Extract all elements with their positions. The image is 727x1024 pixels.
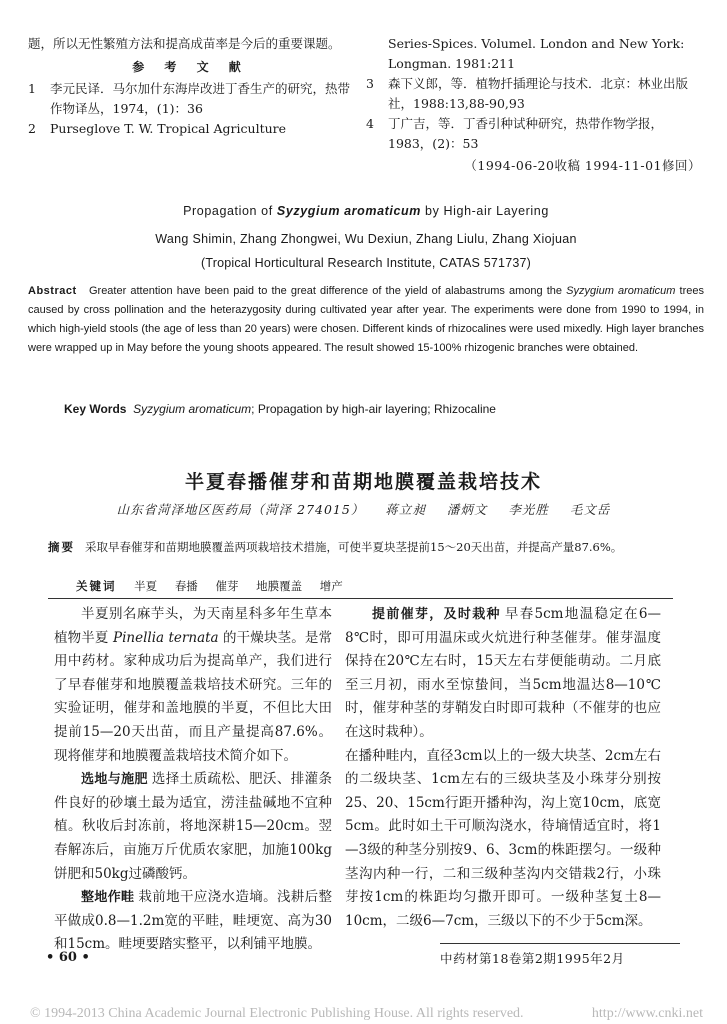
affiliation: 山东省菏泽地区医药局（菏泽 274015） <box>116 502 365 517</box>
reference-number: 3 <box>366 76 374 91</box>
abstract-label: Abstract <box>28 285 77 297</box>
reference-item <box>28 119 353 139</box>
body-text: 的干燥块茎。是常用中药材。家种成功后为提高单产，我们进行了早春催芽和地膜覆盖栽培技术研究。三年的实验证明，催芽和盖地膜的半夏，不但比大田提前15—20天出苗，而且产量提高87.6%。现将催芽和地膜覆盖栽培技术简介如下。 <box>54 629 332 764</box>
keyword: 春播 <box>174 579 198 593</box>
keyword: 催芽 <box>215 579 239 593</box>
author-name: 蒋立昶 <box>385 502 426 517</box>
body-paragraph <box>54 768 332 886</box>
body-text: 早春5cm地温稳定在6—8℃时，即可用温床或火炕进行种茎催芽。催芽温度保持在20℃左右时，15天左右芽便能萌动。二月底至三月初，雨水至惊蛰间，当5cm地温达8—10℃时，催芽种茎的芽鞘发白时即可栽种（不催芽的也应在这时栽种）。 <box>345 606 661 740</box>
body-right-column <box>345 603 661 933</box>
chinese-keywords-label: 关键词 <box>76 579 117 593</box>
reference-text: Series-Spices. Volumel. London and New York: Longman. 1981:211 <box>388 36 685 71</box>
abstract-species: Syzygium aromaticum <box>566 285 676 297</box>
top-right-column <box>366 34 701 176</box>
reference-number: 1 <box>28 81 36 96</box>
chinese-abstract-label: 摘要 <box>48 540 75 554</box>
abstract-text-2: trees caused by cross pollination and the heterazygosity during cultivated year after year. The experiments were done from 1990 to 1994, in which high-yield stools (the age of less than 20 years) were chosen. Different kinds of rhizocalines were used mixedly. High layer branches were wrapped up in May before the young shoots appeared. The result showed 15-100% rhizogenic branches were obtained. <box>28 285 705 354</box>
english-authors: Wang Shimin, Zhang Zhongwei, Wu Dexiun, Zhang Liulu, Zhang Xiojuan <box>155 232 577 246</box>
author-name: 李光胜 <box>508 502 549 517</box>
section-heading: 整地作畦 <box>81 890 135 906</box>
references-heading: 参 考 文 献 <box>132 60 249 74</box>
section-heading: 提前催芽，及时栽种 <box>372 607 501 622</box>
reference-text: 森下义郎，等．植物扦插理论与技术．北京：林业出版社，1988:13,88-90,93 <box>388 76 689 111</box>
body-text: 栽前地干应浇水造墒。浅耕后整平做成0.8—1.2m宽的平畦，畦埂宽、高为30和15cm。畦埂要踏实整平，以利铺平地膜。 <box>54 889 332 953</box>
reference-number: 2 <box>28 121 36 136</box>
reference-item <box>366 114 701 154</box>
reference-text: 丁广吉，等．丁香引种试种研究，热带作物学报，1983，(2)：53 <box>388 116 664 151</box>
english-abstract <box>28 282 704 358</box>
english-keywords <box>64 402 704 416</box>
author-name: 潘炳文 <box>446 502 488 517</box>
english-title-post: by High-air Layering <box>420 204 549 218</box>
chinese-abstract-text: 采取早春催芽和苗期地膜覆盖两项栽培技术措施，可使半夏块茎提前15～20天出苗，并提高产量87.6%。 <box>85 540 623 554</box>
reference-text: Purseglove T. W. Tropical Agriculture <box>50 121 287 136</box>
body-paragraph <box>54 603 332 768</box>
top-left-column <box>28 34 353 139</box>
page-number: • 60 • <box>46 950 90 965</box>
separator-rule <box>48 598 673 599</box>
english-title <box>28 204 704 218</box>
english-institution: (Tropical Horticultural Research Institute, CATAS 571737) <box>200 256 532 270</box>
chinese-abstract <box>48 538 673 557</box>
reference-item <box>366 74 701 114</box>
cnki-link[interactable]: http://www.cnki.net <box>591 1006 703 1021</box>
body-paragraph <box>345 603 661 745</box>
body-paragraph: 在播种畦内，直径3cm以上的一级大块茎、2cm左右的二级块茎、1cm左右的三级块茎及小珠芽分别按25、20、15cm行距开播种沟，沟上宽10cm，底宽5cm。此时如土干可顺沟浇水，待墒情适宜时，将1—3级的种茎分别按9、6、3cm的株距摆匀。一级种茎沟内种一行，二和三级种茎沟内交错栽2行，小珠芽按1cm的株距均匀撒开即可。一级种茎复土8—10cm，二级6—7cm，三级以下的不少于5cm深。 <box>345 747 661 929</box>
reference-text: 李元民译．马尔加什东海岸改进丁香生产的研究，热带作物译丛，1974，(1)：36 <box>50 81 351 116</box>
section-heading: 选地与施肥 <box>81 772 148 788</box>
article-title: 半夏春播催芽和苗期地膜覆盖栽培技术 <box>184 471 542 493</box>
keyword: 地膜覆盖 <box>256 579 303 593</box>
body-paragraph <box>54 886 332 957</box>
english-title-species: Syzygium aromaticum <box>276 204 421 218</box>
species-name: Pinellia ternata <box>112 629 219 646</box>
body-text: 选择土质疏松、肥沃、排灌条件良好的砂壤土最为适宜，涝洼盐碱地不宜种植。秋收后封冻前，将地深耕15—20cm。翌春解冻后，亩施万斤优质农家肥，加施100kg饼肥和50kg过磷酸钙。 <box>54 771 332 882</box>
reference-number: 4 <box>366 116 374 131</box>
chinese-keywords <box>76 578 676 594</box>
keyword: 半夏 <box>134 579 158 593</box>
footer-rule <box>440 943 680 944</box>
abstract-text-1: Greater attention have been paid to the great difference of the yield of alabastrums among the <box>88 285 567 297</box>
keywords-rest: ; Propagation by high-air layering; Rhizocaline <box>251 402 496 416</box>
keywords-species: Syzygium aromaticum <box>133 402 252 416</box>
body-left-column <box>54 603 332 957</box>
english-title-pre: Propagation of <box>183 204 277 218</box>
keyword: 增产 <box>319 579 343 593</box>
journal-citation: 中药材第18卷第2期1995年2月 <box>440 951 625 966</box>
article-byline <box>0 500 727 518</box>
previous-article-continuation: 题，所以无性繁殖方法和提高成苗率是今后的重要课题。 <box>28 36 341 51</box>
author-name: 毛文岳 <box>569 502 611 517</box>
reference-continuation <box>366 34 701 74</box>
received-date: （1994-06-20收稿 1994-11-01修回） <box>464 158 701 173</box>
body-text: 半夏别名麻芋头，为天南星科多年生草本植物半夏 <box>54 606 332 646</box>
reference-item <box>28 79 353 119</box>
copyright-text: © 1994-2013 China Academic Journal Electronic Publishing House. All rights reserved. <box>30 1006 524 1021</box>
keywords-label: Key Words <box>64 402 127 416</box>
